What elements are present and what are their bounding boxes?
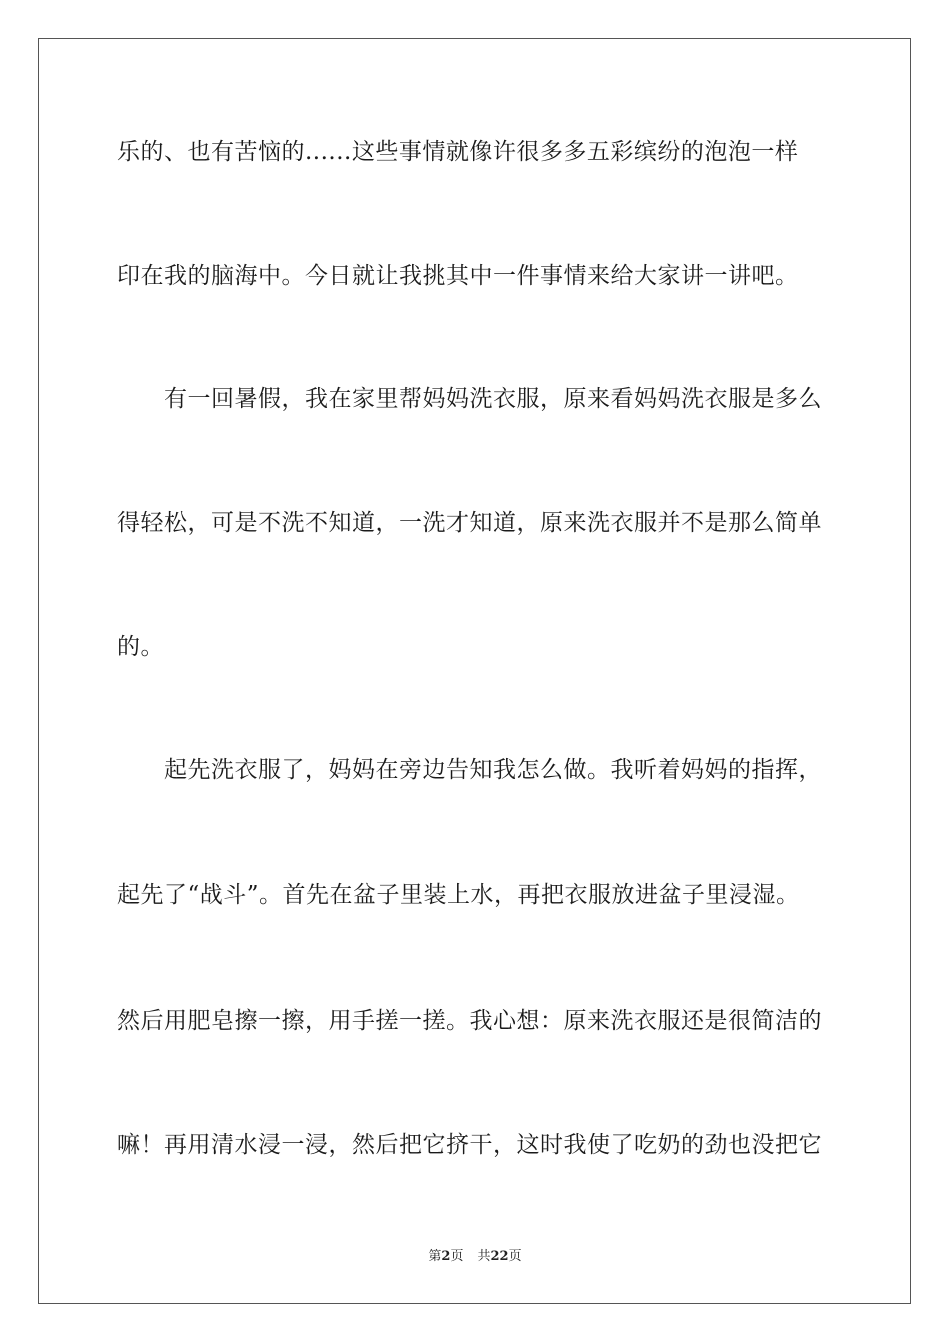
text-line: 嘛！再用清水浸一浸，然后把它挤干，这时我使了吃奶的劲也没把它 [117, 1132, 822, 1158]
text-line: 得轻松，可是不洗不知道，一洗才知道，原来洗衣服并不是那么简单 [117, 510, 822, 536]
total-prefix: 共 [477, 1249, 491, 1264]
text-line: 印在我的脑海中。今日就让我挑其中一件事情来给大家讲一讲吧。 [117, 263, 799, 289]
text-line: 的。 [117, 634, 164, 660]
page-suffix: 页 [450, 1249, 464, 1264]
text-line: 有一回暑假，我在家里帮妈妈洗衣服，原来看妈妈洗衣服是多么 [117, 386, 822, 412]
text-line: 起先洗衣服了，妈妈在旁边告知我怎么做。我听着妈妈的指挥， [117, 757, 822, 783]
page-border [38, 38, 911, 1304]
text-line: 然后用肥皂擦一擦，用手搓一搓。我心想：原来洗衣服还是很简洁的 [117, 1008, 822, 1034]
text-line: 起先了“战斗”。首先在盆子里装上水，再把衣服放进盆子里浸湿。 [117, 882, 800, 908]
total-pages-number: 22 [490, 1249, 509, 1264]
total-suffix: 页 [508, 1249, 522, 1264]
page-prefix: 第 [428, 1249, 442, 1264]
text-line: 乐的、也有苦恼的......这些事情就像许很多多五彩缤纷的泡泡一样 [117, 139, 799, 165]
current-page-number: 2 [441, 1249, 451, 1264]
page-footer [0, 1248, 950, 1266]
